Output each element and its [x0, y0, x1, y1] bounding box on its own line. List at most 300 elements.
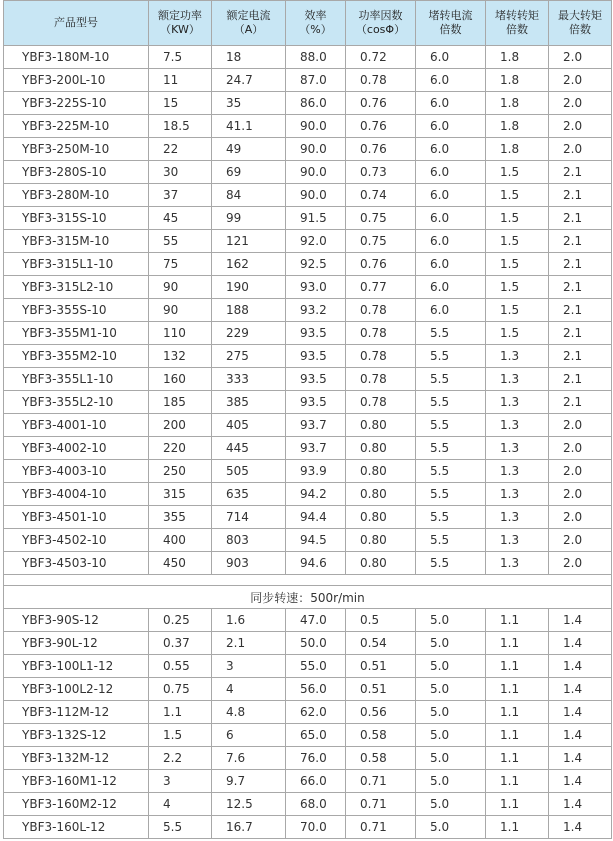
cell-power-factor: 0.75	[346, 230, 416, 253]
cell-rated-current: 24.7	[212, 69, 286, 92]
table-row	[4, 632, 612, 655]
table-row	[4, 92, 612, 115]
cell-locked-current-ratio: 5.0	[416, 632, 486, 655]
table-row	[4, 230, 612, 253]
cell-locked-torque-ratio: 1.3	[486, 391, 549, 414]
cell-model: YBF3-315S-10	[4, 207, 149, 230]
table-row	[4, 655, 612, 678]
cell-max-torque-ratio: 2.1	[549, 391, 612, 414]
cell-model: YBF3-4502-10	[4, 529, 149, 552]
table-row	[4, 69, 612, 92]
cell-model: YBF3-355M2-10	[4, 345, 149, 368]
cell-power-factor: 0.78	[346, 368, 416, 391]
table-row	[4, 276, 612, 299]
cell-model: YBF3-225M-10	[4, 115, 149, 138]
cell-model: YBF3-180M-10	[4, 46, 149, 69]
cell-max-torque-ratio: 1.4	[549, 816, 612, 839]
cell-rated-power: 315	[149, 483, 212, 506]
cell-locked-current-ratio: 6.0	[416, 299, 486, 322]
cell-locked-torque-ratio: 1.5	[486, 253, 549, 276]
cell-rated-current: 190	[212, 276, 286, 299]
table-row	[4, 506, 612, 529]
header-label: （cosΦ）	[355, 23, 406, 36]
cell-power-factor: 0.76	[346, 115, 416, 138]
cell-model: YBF3-250M-10	[4, 138, 149, 161]
cell-rated-power: 90	[149, 276, 212, 299]
table-row	[4, 609, 612, 632]
header-label: 额定电流	[226, 9, 271, 22]
section-spacer	[4, 575, 612, 586]
cell-rated-current: 333	[212, 368, 286, 391]
cell-rated-current: 405	[212, 414, 286, 437]
cell-rated-power: 2.2	[149, 747, 212, 770]
cell-model: YBF3-4503-10	[4, 552, 149, 575]
table-row	[4, 816, 612, 839]
cell-model: YBF3-355M1-10	[4, 322, 149, 345]
cell-rated-current: 635	[212, 483, 286, 506]
cell-max-torque-ratio: 1.4	[549, 747, 612, 770]
cell-max-torque-ratio: 2.1	[549, 207, 612, 230]
cell-rated-current: 505	[212, 460, 286, 483]
cell-locked-torque-ratio: 1.1	[486, 678, 549, 701]
cell-model: YBF3-200L-10	[4, 69, 149, 92]
cell-max-torque-ratio: 2.0	[549, 69, 612, 92]
cell-model: YBF3-112M-12	[4, 701, 149, 724]
cell-efficiency: 66.0	[286, 770, 346, 793]
cell-efficiency: 90.0	[286, 161, 346, 184]
cell-max-torque-ratio: 2.0	[549, 414, 612, 437]
cell-rated-power: 132	[149, 345, 212, 368]
cell-rated-power: 1.1	[149, 701, 212, 724]
table-row	[4, 724, 612, 747]
cell-rated-power: 37	[149, 184, 212, 207]
cell-model: YBF3-160M2-12	[4, 793, 149, 816]
cell-efficiency: 94.6	[286, 552, 346, 575]
header-label: 堵转转矩	[495, 9, 539, 22]
cell-rated-current: 121	[212, 230, 286, 253]
cell-power-factor: 0.5	[346, 609, 416, 632]
table-row	[4, 552, 612, 575]
cell-locked-torque-ratio: 1.1	[486, 770, 549, 793]
cell-locked-current-ratio: 5.0	[416, 655, 486, 678]
cell-locked-torque-ratio: 1.1	[486, 747, 549, 770]
cell-power-factor: 0.51	[346, 678, 416, 701]
cell-locked-current-ratio: 5.5	[416, 437, 486, 460]
cell-efficiency: 87.0	[286, 69, 346, 92]
header-label: 产品型号	[54, 16, 98, 29]
cell-power-factor: 0.56	[346, 701, 416, 724]
cell-efficiency: 93.5	[286, 345, 346, 368]
cell-efficiency: 94.5	[286, 529, 346, 552]
cell-locked-torque-ratio: 1.5	[486, 299, 549, 322]
cell-locked-current-ratio: 5.5	[416, 345, 486, 368]
cell-max-torque-ratio: 2.0	[549, 437, 612, 460]
header-row	[4, 1, 612, 46]
cell-model: YBF3-4001-10	[4, 414, 149, 437]
cell-model: YBF3-160L-12	[4, 816, 149, 839]
spacer-cell	[4, 575, 612, 586]
cell-rated-power: 110	[149, 322, 212, 345]
cell-locked-current-ratio: 5.5	[416, 506, 486, 529]
section-label: 同步转速：500r/min	[4, 586, 612, 609]
header-label: 倍数	[506, 23, 528, 36]
cell-rated-current: 4	[212, 678, 286, 701]
cell-locked-current-ratio: 6.0	[416, 276, 486, 299]
cell-rated-power: 250	[149, 460, 212, 483]
cell-efficiency: 55.0	[286, 655, 346, 678]
header-label: 额定功率	[158, 9, 202, 22]
header-label: 堵转电流	[428, 9, 473, 22]
header-locked-torque-ratio	[486, 1, 549, 46]
cell-efficiency: 47.0	[286, 609, 346, 632]
cell-power-factor: 0.80	[346, 437, 416, 460]
cell-locked-torque-ratio: 1.1	[486, 609, 549, 632]
cell-efficiency: 65.0	[286, 724, 346, 747]
cell-power-factor: 0.80	[346, 552, 416, 575]
cell-rated-current: 69	[212, 161, 286, 184]
cell-max-torque-ratio: 1.4	[549, 724, 612, 747]
cell-rated-power: 45	[149, 207, 212, 230]
cell-max-torque-ratio: 2.1	[549, 230, 612, 253]
cell-locked-torque-ratio: 1.3	[486, 506, 549, 529]
cell-rated-power: 3	[149, 770, 212, 793]
cell-model: YBF3-280S-10	[4, 161, 149, 184]
cell-power-factor: 0.51	[346, 655, 416, 678]
cell-rated-current: 84	[212, 184, 286, 207]
cell-locked-current-ratio: 5.5	[416, 322, 486, 345]
cell-locked-current-ratio: 5.0	[416, 770, 486, 793]
cell-rated-power: 0.37	[149, 632, 212, 655]
cell-rated-power: 185	[149, 391, 212, 414]
cell-locked-current-ratio: 5.5	[416, 552, 486, 575]
cell-rated-power: 4	[149, 793, 212, 816]
cell-efficiency: 90.0	[286, 184, 346, 207]
cell-rated-power: 220	[149, 437, 212, 460]
table-row	[4, 747, 612, 770]
cell-model: YBF3-90S-12	[4, 609, 149, 632]
cell-rated-power: 7.5	[149, 46, 212, 69]
cell-max-torque-ratio: 2.1	[549, 276, 612, 299]
header-label: 倍数	[439, 23, 462, 36]
cell-efficiency: 90.0	[286, 115, 346, 138]
cell-rated-power: 75	[149, 253, 212, 276]
cell-locked-torque-ratio: 1.8	[486, 138, 549, 161]
cell-rated-current: 7.6	[212, 747, 286, 770]
cell-power-factor: 0.54	[346, 632, 416, 655]
cell-rated-power: 15	[149, 92, 212, 115]
cell-power-factor: 0.78	[346, 345, 416, 368]
header-label: 效率	[304, 9, 327, 22]
section-row	[4, 586, 612, 609]
cell-rated-current: 18	[212, 46, 286, 69]
table-row	[4, 184, 612, 207]
header-label: （%）	[299, 23, 332, 36]
cell-model: YBF3-225S-10	[4, 92, 149, 115]
cell-max-torque-ratio: 2.1	[549, 161, 612, 184]
table-row	[4, 253, 612, 276]
header-efficiency	[286, 1, 346, 46]
cell-model: YBF3-355S-10	[4, 299, 149, 322]
cell-efficiency: 56.0	[286, 678, 346, 701]
cell-max-torque-ratio: 2.1	[549, 322, 612, 345]
cell-rated-power: 200	[149, 414, 212, 437]
cell-model: YBF3-100L2-12	[4, 678, 149, 701]
cell-rated-current: 445	[212, 437, 286, 460]
cell-max-torque-ratio: 2.1	[549, 184, 612, 207]
cell-efficiency: 50.0	[286, 632, 346, 655]
cell-locked-torque-ratio: 1.3	[486, 529, 549, 552]
cell-rated-current: 385	[212, 391, 286, 414]
cell-rated-power: 1.5	[149, 724, 212, 747]
cell-rated-current: 16.7	[212, 816, 286, 839]
header-locked-current-ratio	[416, 1, 486, 46]
cell-model: YBF3-315M-10	[4, 230, 149, 253]
cell-rated-current: 714	[212, 506, 286, 529]
cell-locked-current-ratio: 5.5	[416, 368, 486, 391]
cell-rated-power: 11	[149, 69, 212, 92]
cell-locked-current-ratio: 5.0	[416, 816, 486, 839]
cell-efficiency: 93.5	[286, 368, 346, 391]
cell-locked-current-ratio: 5.0	[416, 747, 486, 770]
cell-locked-current-ratio: 6.0	[416, 69, 486, 92]
cell-max-torque-ratio: 1.4	[549, 793, 612, 816]
cell-power-factor: 0.71	[346, 770, 416, 793]
cell-rated-power: 355	[149, 506, 212, 529]
header-label: 功率因数	[358, 9, 403, 22]
cell-rated-current: 1.6	[212, 609, 286, 632]
cell-max-torque-ratio: 2.1	[549, 345, 612, 368]
table-row	[4, 529, 612, 552]
cell-max-torque-ratio: 2.0	[549, 529, 612, 552]
cell-locked-torque-ratio: 1.8	[486, 69, 549, 92]
cell-locked-current-ratio: 6.0	[416, 230, 486, 253]
cell-efficiency: 93.9	[286, 460, 346, 483]
cell-efficiency: 62.0	[286, 701, 346, 724]
cell-locked-torque-ratio: 1.5	[486, 207, 549, 230]
cell-max-torque-ratio: 1.4	[549, 770, 612, 793]
cell-power-factor: 0.76	[346, 92, 416, 115]
cell-locked-torque-ratio: 1.1	[486, 816, 549, 839]
cell-rated-power: 18.5	[149, 115, 212, 138]
cell-max-torque-ratio: 2.0	[549, 460, 612, 483]
cell-rated-current: 903	[212, 552, 286, 575]
cell-model: YBF3-355L2-10	[4, 391, 149, 414]
cell-rated-current: 2.1	[212, 632, 286, 655]
table-row	[4, 368, 612, 391]
cell-power-factor: 0.71	[346, 793, 416, 816]
header-label: （KW）	[160, 23, 200, 36]
cell-max-torque-ratio: 1.4	[549, 609, 612, 632]
cell-locked-torque-ratio: 1.8	[486, 92, 549, 115]
cell-locked-torque-ratio: 1.3	[486, 437, 549, 460]
cell-rated-power: 0.75	[149, 678, 212, 701]
cell-rated-current: 99	[212, 207, 286, 230]
table-row	[4, 437, 612, 460]
table-row	[4, 483, 612, 506]
cell-efficiency: 94.4	[286, 506, 346, 529]
cell-max-torque-ratio: 2.0	[549, 115, 612, 138]
cell-locked-current-ratio: 5.5	[416, 529, 486, 552]
cell-efficiency: 92.5	[286, 253, 346, 276]
cell-locked-torque-ratio: 1.3	[486, 460, 549, 483]
cell-power-factor: 0.78	[346, 69, 416, 92]
cell-efficiency: 91.5	[286, 207, 346, 230]
cell-model: YBF3-132S-12	[4, 724, 149, 747]
cell-locked-torque-ratio: 1.3	[486, 345, 549, 368]
cell-rated-current: 162	[212, 253, 286, 276]
table-row	[4, 678, 612, 701]
cell-rated-current: 35	[212, 92, 286, 115]
cell-rated-power: 5.5	[149, 816, 212, 839]
cell-rated-current: 12.5	[212, 793, 286, 816]
cell-locked-torque-ratio: 1.8	[486, 46, 549, 69]
cell-power-factor: 0.78	[346, 322, 416, 345]
cell-efficiency: 93.7	[286, 414, 346, 437]
cell-model: YBF3-100L1-12	[4, 655, 149, 678]
table-row	[4, 115, 612, 138]
cell-rated-power: 0.55	[149, 655, 212, 678]
cell-model: YBF3-315L2-10	[4, 276, 149, 299]
cell-efficiency: 93.5	[286, 322, 346, 345]
cell-rated-current: 41.1	[212, 115, 286, 138]
cell-rated-power: 22	[149, 138, 212, 161]
cell-max-torque-ratio: 2.0	[549, 92, 612, 115]
cell-model: YBF3-315L1-10	[4, 253, 149, 276]
cell-max-torque-ratio: 2.0	[549, 552, 612, 575]
cell-efficiency: 93.7	[286, 437, 346, 460]
cell-locked-current-ratio: 5.0	[416, 793, 486, 816]
cell-efficiency: 88.0	[286, 46, 346, 69]
cell-max-torque-ratio: 2.0	[549, 506, 612, 529]
cell-model: YBF3-90L-12	[4, 632, 149, 655]
cell-max-torque-ratio: 2.0	[549, 138, 612, 161]
cell-efficiency: 93.5	[286, 391, 346, 414]
cell-model: YBF3-280M-10	[4, 184, 149, 207]
cell-power-factor: 0.58	[346, 724, 416, 747]
cell-locked-current-ratio: 6.0	[416, 138, 486, 161]
cell-locked-current-ratio: 5.0	[416, 609, 486, 632]
cell-locked-torque-ratio: 1.5	[486, 276, 549, 299]
cell-power-factor: 0.80	[346, 460, 416, 483]
cell-locked-current-ratio: 5.0	[416, 678, 486, 701]
cell-power-factor: 0.80	[346, 483, 416, 506]
cell-rated-current: 188	[212, 299, 286, 322]
cell-rated-current: 6	[212, 724, 286, 747]
table-row	[4, 46, 612, 69]
cell-rated-power: 0.25	[149, 609, 212, 632]
cell-locked-current-ratio: 6.0	[416, 207, 486, 230]
cell-rated-current: 275	[212, 345, 286, 368]
table-header	[4, 1, 612, 46]
table-row	[4, 299, 612, 322]
cell-efficiency: 93.0	[286, 276, 346, 299]
cell-efficiency: 93.2	[286, 299, 346, 322]
header-max-torque-ratio	[549, 1, 612, 46]
cell-rated-power: 400	[149, 529, 212, 552]
cell-power-factor: 0.71	[346, 816, 416, 839]
cell-power-factor: 0.78	[346, 391, 416, 414]
cell-power-factor: 0.73	[346, 161, 416, 184]
cell-rated-power: 90	[149, 299, 212, 322]
cell-power-factor: 0.72	[346, 46, 416, 69]
table-row	[4, 793, 612, 816]
cell-efficiency: 76.0	[286, 747, 346, 770]
cell-power-factor: 0.80	[346, 529, 416, 552]
cell-model: YBF3-4004-10	[4, 483, 149, 506]
cell-locked-torque-ratio: 1.1	[486, 793, 549, 816]
cell-rated-power: 160	[149, 368, 212, 391]
header-model	[4, 1, 149, 46]
cell-locked-current-ratio: 6.0	[416, 253, 486, 276]
cell-power-factor: 0.58	[346, 747, 416, 770]
cell-locked-current-ratio: 6.0	[416, 161, 486, 184]
table-row	[4, 207, 612, 230]
cell-efficiency: 92.0	[286, 230, 346, 253]
cell-locked-torque-ratio: 1.5	[486, 230, 549, 253]
header-label: （A）	[233, 23, 264, 36]
cell-locked-torque-ratio: 1.1	[486, 632, 549, 655]
header-power-factor	[346, 1, 416, 46]
cell-model: YBF3-4002-10	[4, 437, 149, 460]
table-row	[4, 322, 612, 345]
cell-locked-torque-ratio: 1.8	[486, 115, 549, 138]
cell-efficiency: 90.0	[286, 138, 346, 161]
header-rated-power	[149, 1, 212, 46]
table-row	[4, 161, 612, 184]
table-row	[4, 138, 612, 161]
cell-locked-current-ratio: 6.0	[416, 184, 486, 207]
cell-locked-torque-ratio: 1.5	[486, 322, 549, 345]
table-row	[4, 345, 612, 368]
cell-max-torque-ratio: 2.0	[549, 46, 612, 69]
cell-locked-torque-ratio: 1.5	[486, 161, 549, 184]
cell-power-factor: 0.78	[346, 299, 416, 322]
table-row	[4, 414, 612, 437]
cell-power-factor: 0.76	[346, 253, 416, 276]
cell-locked-current-ratio: 5.5	[416, 460, 486, 483]
cell-power-factor: 0.74	[346, 184, 416, 207]
cell-model: YBF3-355L1-10	[4, 368, 149, 391]
cell-power-factor: 0.80	[346, 506, 416, 529]
table-row	[4, 460, 612, 483]
cell-rated-current: 49	[212, 138, 286, 161]
cell-efficiency: 70.0	[286, 816, 346, 839]
cell-locked-current-ratio: 5.5	[416, 483, 486, 506]
cell-locked-torque-ratio: 1.5	[486, 184, 549, 207]
header-label: 倍数	[569, 23, 591, 36]
cell-model: YBF3-132M-12	[4, 747, 149, 770]
cell-max-torque-ratio: 1.4	[549, 678, 612, 701]
cell-efficiency: 68.0	[286, 793, 346, 816]
cell-rated-power: 30	[149, 161, 212, 184]
cell-rated-power: 55	[149, 230, 212, 253]
motor-spec-table	[3, 0, 612, 839]
cell-model: YBF3-4003-10	[4, 460, 149, 483]
cell-max-torque-ratio: 1.4	[549, 632, 612, 655]
cell-efficiency: 94.2	[286, 483, 346, 506]
cell-power-factor: 0.76	[346, 138, 416, 161]
cell-max-torque-ratio: 2.0	[549, 483, 612, 506]
cell-power-factor: 0.80	[346, 414, 416, 437]
cell-locked-current-ratio: 6.0	[416, 46, 486, 69]
header-label: 最大转矩	[558, 9, 602, 22]
cell-rated-power: 450	[149, 552, 212, 575]
cell-efficiency: 86.0	[286, 92, 346, 115]
table-row	[4, 701, 612, 724]
cell-max-torque-ratio: 1.4	[549, 655, 612, 678]
cell-locked-torque-ratio: 1.3	[486, 414, 549, 437]
cell-max-torque-ratio: 1.4	[549, 701, 612, 724]
